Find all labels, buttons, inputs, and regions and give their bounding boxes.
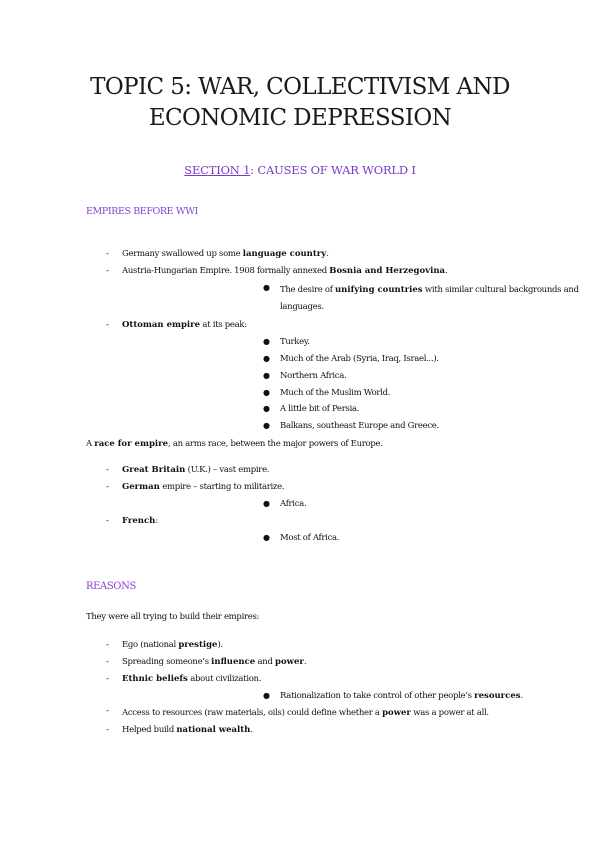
item-text: Northern Africa.: [280, 370, 347, 381]
para-bold: race for empire: [94, 439, 169, 449]
item-text: Ego (national: [122, 640, 179, 650]
list-item: [122, 334, 600, 351]
list-item-access: [0, 705, 512, 722]
list-item-britain: [0, 462, 512, 479]
ethnic-sublist: [122, 688, 523, 705]
list-item-spreading: [0, 654, 512, 671]
item-text: Helped build: [122, 724, 177, 735]
list-item-rationalization: [122, 688, 600, 705]
item-text: Turkey.: [280, 337, 310, 348]
french-sublist: [122, 530, 512, 547]
list-item-wealth: [0, 722, 512, 739]
dash-marker: -: [106, 705, 109, 716]
item-text: (U.K.) – vast empire.: [185, 465, 270, 475]
dash-marker: -: [106, 465, 109, 475]
document-title: [60, 72, 540, 134]
bullet-marker: ●: [263, 370, 270, 380]
item-text: about civilization.: [187, 674, 262, 684]
list-item: [122, 418, 600, 435]
austria-sublist: [122, 280, 579, 317]
reasons-heading: REASONS: [86, 581, 136, 592]
item-text: was a power at all.: [410, 707, 489, 718]
item-text: .: [303, 657, 307, 667]
list-item-german: [0, 479, 512, 513]
item-text: The desire of: [280, 285, 335, 295]
reasons-list: [0, 637, 600, 739]
item-bold: Bosnia and Herzegovina: [329, 266, 446, 276]
item-text: A little bit of Persia.: [280, 404, 360, 415]
race-paragraph: [86, 439, 383, 449]
list-item-desire: [122, 280, 600, 317]
section-subtitle: : CAUSES OF WAR WORLD I: [250, 163, 416, 177]
bullet-marker: ●: [263, 354, 270, 364]
title-line-2: ECONOMIC DEPRESSION: [148, 105, 452, 131]
empires-list: [0, 246, 600, 435]
para-text: , an arms race, between the major powers of Europe.: [168, 439, 383, 449]
item-bold: German: [122, 482, 160, 492]
item-text: Rationalization to take control of other people’s: [280, 691, 475, 701]
list-item-ethnic: [0, 671, 523, 705]
item-bold: resources: [474, 691, 521, 701]
dash-marker: -: [106, 657, 109, 667]
bullet-marker: ●: [263, 691, 270, 700]
item-text: Austria-Hungarian Empire. 1908 formally annexed: [122, 266, 330, 276]
item-text: at its peak:: [200, 320, 247, 331]
item-text: ).: [217, 640, 223, 650]
dash-marker: -: [106, 266, 109, 276]
bullet-marker: ●: [263, 532, 270, 542]
item-text: Access to resources (raw materials, oils) could define whether a: [122, 707, 383, 718]
item-text: and: [255, 657, 276, 667]
item-text: .: [250, 724, 253, 735]
list-item: [122, 385, 600, 402]
item-bold: power: [275, 657, 304, 667]
list-item-austria: [0, 263, 579, 317]
item-text: .: [520, 691, 523, 701]
ottoman-sublist: [122, 334, 512, 434]
list-item-germany: [0, 246, 512, 263]
item-text: Much of the Arab (Syria, Iraq, Israel...).: [280, 354, 439, 365]
item-bold: power: [382, 707, 411, 718]
dash-marker: -: [106, 482, 109, 492]
item-text: empire – starting to militarize.: [159, 482, 285, 492]
item-text: Germany swallowed up some: [122, 249, 243, 259]
item-bold: Ottoman empire: [122, 320, 201, 331]
bullet-marker: ●: [263, 420, 270, 430]
item-bold: French: [122, 515, 156, 526]
empires-heading: EMPIRES BEFORE WWI: [86, 206, 198, 217]
section-title: [60, 163, 540, 177]
list-item: [122, 401, 600, 418]
list-item: [122, 368, 600, 385]
item-bold: unifying countries: [335, 285, 423, 295]
dash-marker: -: [106, 249, 109, 259]
german-sublist: [122, 496, 512, 513]
list-item: [122, 351, 600, 368]
bullet-marker: ●: [263, 283, 270, 292]
bullet-marker: ●: [263, 499, 270, 508]
item-text: .: [326, 249, 329, 259]
item-bold: Ethnic beliefs: [122, 674, 188, 684]
title-line-1: TOPIC 5: WAR, COLLECTIVISM AND: [90, 74, 510, 100]
item-text: Most of Africa.: [280, 532, 340, 543]
dash-marker: -: [106, 674, 109, 684]
section-label: SECTION 1: [184, 163, 251, 177]
item-text: :: [155, 515, 158, 526]
list-item-french: [0, 513, 512, 547]
item-bold: prestige: [178, 640, 218, 650]
building-paragraph: They were all trying to build their empires:: [86, 612, 260, 622]
dash-marker: -: [106, 724, 109, 735]
bullet-marker: ●: [263, 387, 270, 397]
item-text: with similar cultural backgrounds and languages.: [280, 285, 579, 312]
list-item-ottoman: [0, 317, 512, 434]
dash-marker: -: [106, 640, 109, 650]
item-text: .: [445, 266, 448, 276]
dash-marker: -: [106, 320, 109, 331]
item-bold: influence: [211, 657, 256, 667]
item-bold: Great Britain: [122, 465, 186, 475]
item-text: Balkans, southeast Europe and Greece.: [280, 420, 439, 431]
item-text: Much of the Muslim World.: [280, 387, 391, 398]
bullet-marker: ●: [263, 337, 270, 347]
para-text: A: [86, 439, 95, 449]
list-item: [122, 496, 600, 513]
powers-list: [0, 462, 600, 546]
item-bold: language country: [242, 249, 327, 259]
item-text: Africa.: [280, 499, 307, 509]
list-item: [122, 530, 600, 547]
item-text: Spreading someone’s: [122, 657, 212, 667]
dash-marker: -: [106, 515, 109, 526]
item-bold: national wealth: [176, 724, 251, 735]
bullet-marker: ●: [263, 404, 270, 414]
list-item-ego: [0, 637, 512, 654]
